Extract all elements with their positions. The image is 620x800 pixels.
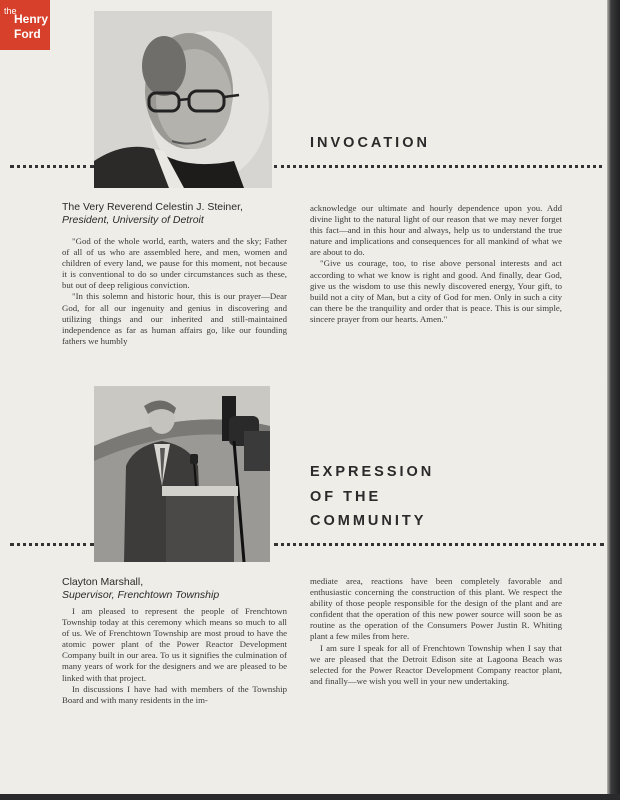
marshall-podium-photo <box>94 386 270 562</box>
speaker-name: The Very Reverend Celestin J. Steiner, <box>62 201 243 213</box>
henry-ford-logo <box>0 0 50 50</box>
paragraph: mediate area, reactions have been completely favorable and enthusiastic concerning the construction of this plant. We respect the ability of those people responsible for the design of the plant and are confident that the operation of this new power source will soon be as routine as the operation of the Consumers Power Justin R. Whiting plant a few miles from here. <box>310 576 562 642</box>
invocation-column-1 <box>62 236 287 347</box>
community-column-2 <box>310 576 562 687</box>
invocation-divider-right <box>274 165 602 168</box>
paragraph: I am sure I speak for all of Frenchtown Township when I say that we are pleased that the Detroit Edison site at Lagoona Beach was selected for the Power Reactor Development Company reactor plant, and finally—we wish you well in your new undertaking. <box>310 642 562 686</box>
invocation-column-2 <box>310 203 562 325</box>
logo-text-ford: Ford <box>14 27 41 41</box>
portrait-steiner-photo <box>94 11 272 188</box>
speaker-title: President, University of Detroit <box>62 214 204 226</box>
community-column-1 <box>62 606 287 706</box>
paragraph: "God of the whole world, earth, waters and the sky; Father of all of us who are assembled here, and men, women and children of every land, we pause for this moment, not because it is conventional to do so under circumstances such as these, but out of deep religious conviction. <box>62 236 287 291</box>
paragraph: "In this solemn and historic hour, this is our prayer—Dear God, for all our ingenuity and genius in discovering and utilizing things and our inherited and still-maintained independence as far as human affairs go, like our founding fathers we humbly <box>62 291 287 346</box>
logo-text-the: the <box>4 6 17 16</box>
community-divider-left <box>10 543 94 546</box>
invocation-speaker <box>62 201 302 227</box>
paragraph: I am pleased to represent the people of Frenchtown Township today at this ceremony which means so much to all of us. We of Frenchtown Township are most proud to have the atomic power plant of the Power Reactor Development Company built in our area. To us it signifies the culmination of many years of work for the designers and we are pleased to be linked with that project. <box>62 606 287 683</box>
paragraph: In discussions I have had with members of the Township Board and with many residents in the im- <box>62 683 287 705</box>
community-divider-right <box>274 543 604 546</box>
community-speaker <box>62 576 302 602</box>
paragraph: "Give us courage, too, to rise above personal interests and act according to what we know is right and good. And finally, dear God, give us the wisdom to use this newly discovered energy, Your gift, to build not a city of Man, but a city of God for men. Only in such a city can there be the tranquility and order that is peace. This is our simple, sincere prayer from our hearts. Amen." <box>310 258 562 324</box>
logo-text-henry: Henry <box>14 12 49 26</box>
community-heading: EXPRESSION OF THE COMMUNITY <box>310 464 435 529</box>
invocation-divider-left <box>10 165 94 168</box>
speaker-title: Supervisor, Frenchtown Township <box>62 589 220 601</box>
page-edge-shadow <box>607 0 620 800</box>
page-bottom-edge <box>0 794 620 800</box>
paragraph: acknowledge our ultimate and hourly dependence upon you. Add divine light to the natural light of our reason that we may never forget this fact—and in this hour and always, help us to understand the true nature and implications and consequences for all mankind of what we are about to do. <box>310 203 562 258</box>
invocation-heading: INVOCATION <box>310 135 430 151</box>
speaker-name: Clayton Marshall, <box>62 576 144 588</box>
